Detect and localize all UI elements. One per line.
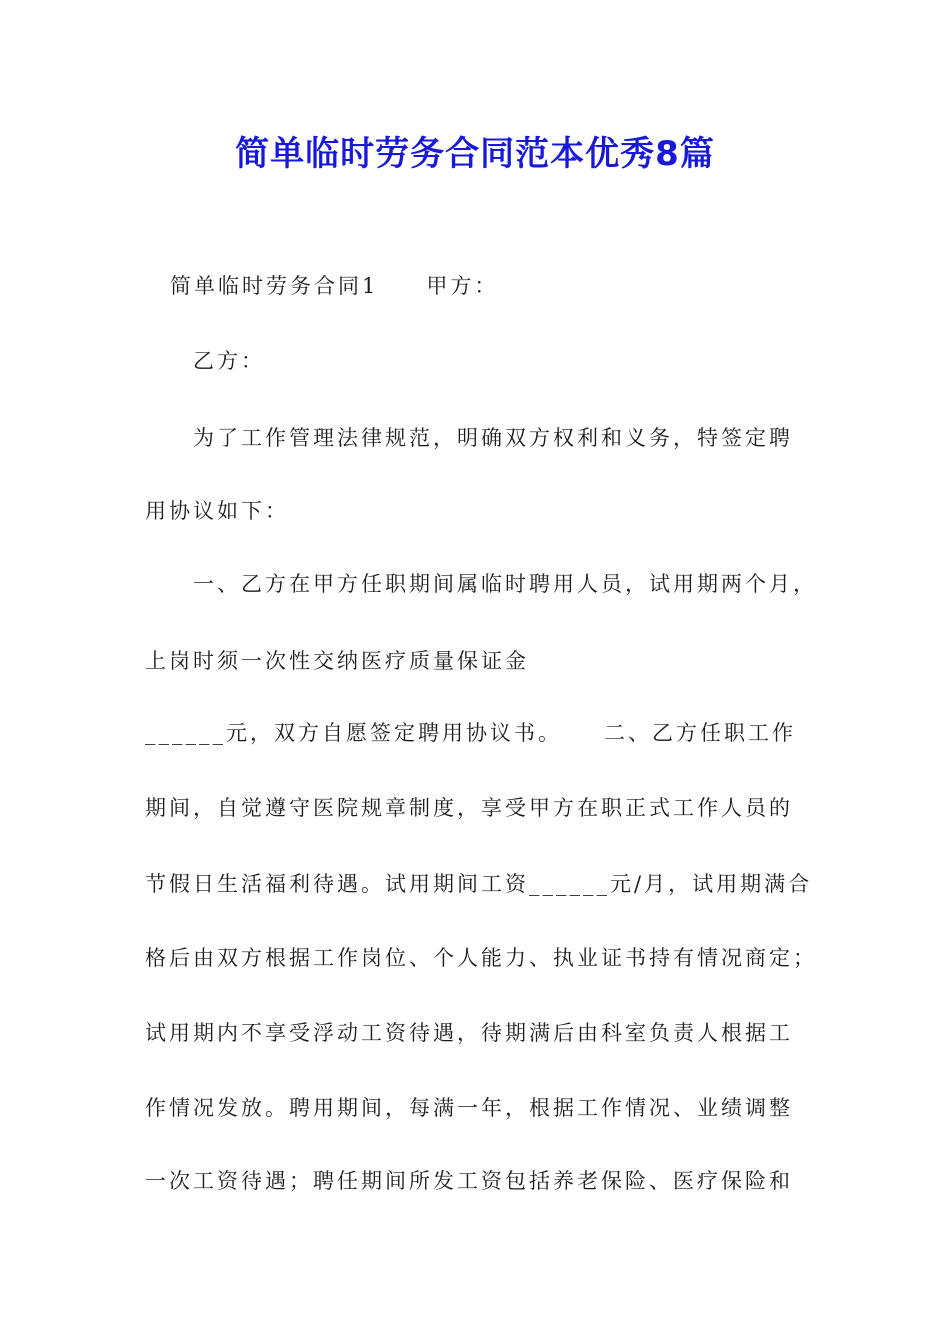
paragraph-line: 试用期内不享受浮动工资待遇，待期满后由科室负责人根据工 (145, 1021, 793, 1045)
document-title: 简单临时劳务合同范本优秀8篇 (235, 134, 715, 174)
paragraph-line: 用协议如下： (145, 499, 289, 523)
paragraph-line: 节假日生活福利待遇。试用期间工资______元/月，试用期满合 (145, 872, 813, 896)
paragraph-line: 期间，自觉遵守医院规章制度，享受甲方在职正式工作人员的 (145, 796, 793, 820)
paragraph-line: 上岗时须一次性交纳医疗质量保证金 (145, 649, 529, 673)
paragraph-line (145, 718, 796, 748)
contract-heading-line (170, 271, 498, 301)
party-a-label: 甲方： (426, 274, 499, 298)
paragraph-line: 为了工作管理法律规范，明确双方权利和义务，特签定聘 (193, 426, 793, 450)
clause-two-start: 二、乙方任职工作 (604, 721, 796, 745)
paragraph-line: 作情况发放。聘用期间，每满一年，根据工作情况、业绩调整 (145, 1096, 793, 1120)
deposit-clause: ______元，双方自愿签定聘用协议书。 (145, 721, 562, 745)
paragraph-line: 一、乙方在甲方任职期间属临时聘用人员，试用期两个月， (193, 572, 817, 596)
paragraph-line: 格后由双方根据工作岗位、个人能力、执业证书持有情况商定； (145, 946, 817, 970)
paragraph-line: 一次工资待遇；聘任期间所发工资包括养老保险、医疗保险和 (145, 1169, 793, 1193)
contract-name: 简单临时劳务合同1 (170, 274, 379, 298)
party-b-label: 乙方： (193, 349, 265, 373)
